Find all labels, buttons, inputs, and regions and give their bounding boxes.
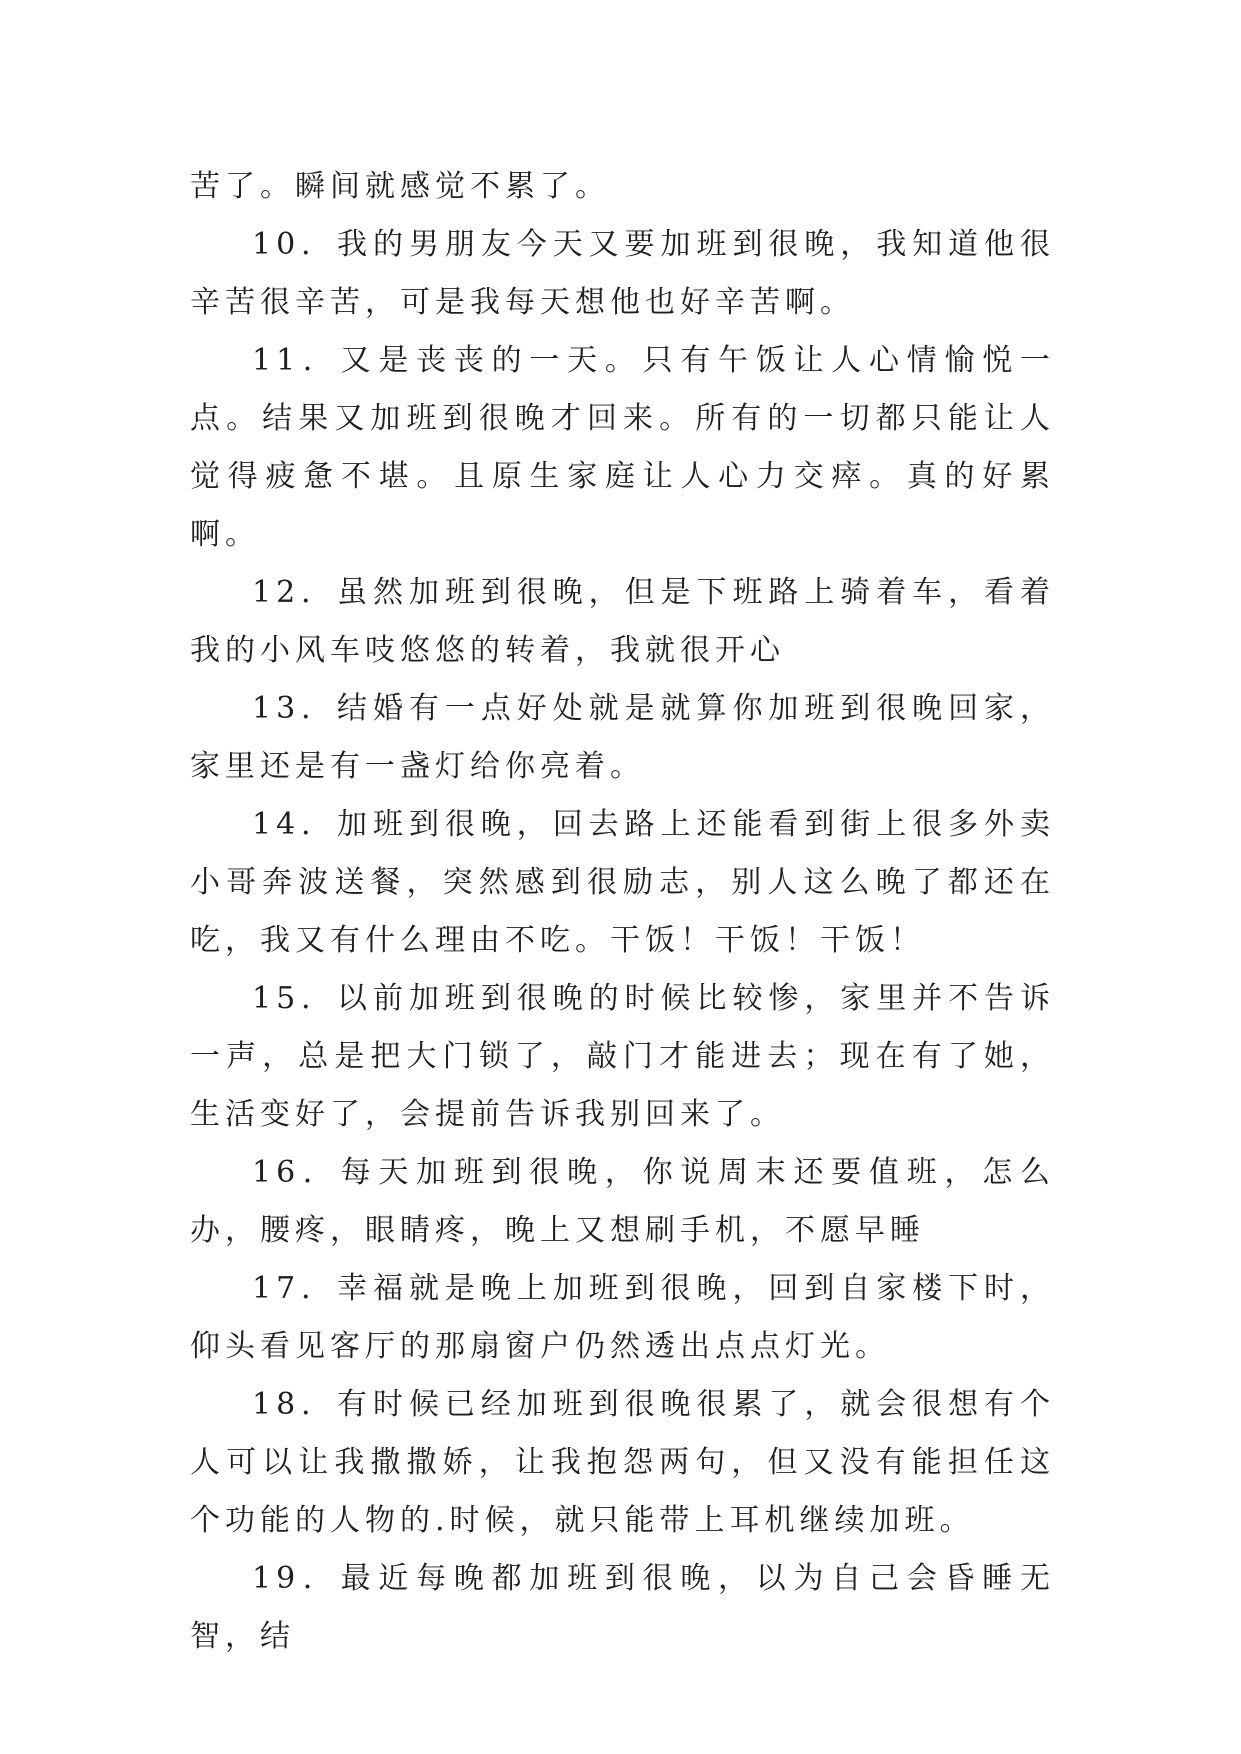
document-body xyxy=(190,158,1055,1666)
paragraph-19: 19．最近每晚都加班到很晚，以为自己会昏睡无智，结 xyxy=(190,1561,1055,1654)
paragraph-continued: 苦了。瞬间就感觉不累了。 xyxy=(190,169,610,204)
paragraph-10: 10．我的男朋友今天又要加班到很晚，我知道他很辛苦很辛苦，可是我每天想他也好辛苦啊。 xyxy=(190,227,1055,320)
paragraph-14: 14．加班到很晚，回去路上还能看到街上很多外卖小哥奔波送餐，突然感到很励志，别人这么晚了都还在吃，我又有什么理由不吃。干饭！干饭！干饭！ xyxy=(190,807,1055,958)
paragraph-12: 12．虽然加班到很晚，但是下班路上骑着车，看着我的小风车吱悠悠的转着，我就很开心 xyxy=(190,575,1055,668)
paragraph-17: 17．幸福就是晚上加班到很晚，回到自家楼下时，仰头看见客厅的那扇窗户仍然透出点点灯光。 xyxy=(190,1271,1055,1364)
paragraph-18: 18．有时候已经加班到很晚很累了，就会很想有个人可以让我撒撒娇，让我抱怨两句，但又没有能担任这个功能的人物的.时候，就只能带上耳机继续加班。 xyxy=(190,1387,1055,1538)
paragraph-13: 13．结婚有一点好处就是就算你加班到很晚回家，家里还是有一盏灯给你亮着。 xyxy=(190,691,1055,784)
paragraph-16: 16．每天加班到很晚，你说周末还要值班，怎么办，腰疼，眼睛疼，晚上又想刷手机，不愿早睡 xyxy=(190,1155,1055,1248)
paragraph-11: 11．又是丧丧的一天。只有午饭让人心情愉悦一点。结果又加班到很晚才回来。所有的一切都只能让人觉得疲惫不堪。且原生家庭让人心力交瘁。真的好累啊。 xyxy=(190,343,1055,552)
paragraph-15: 15．以前加班到很晚的时候比较惨，家里并不告诉一声，总是把大门锁了，敲门才能进去；现在有了她，生活变好了，会提前告诉我别回来了。 xyxy=(190,981,1055,1132)
